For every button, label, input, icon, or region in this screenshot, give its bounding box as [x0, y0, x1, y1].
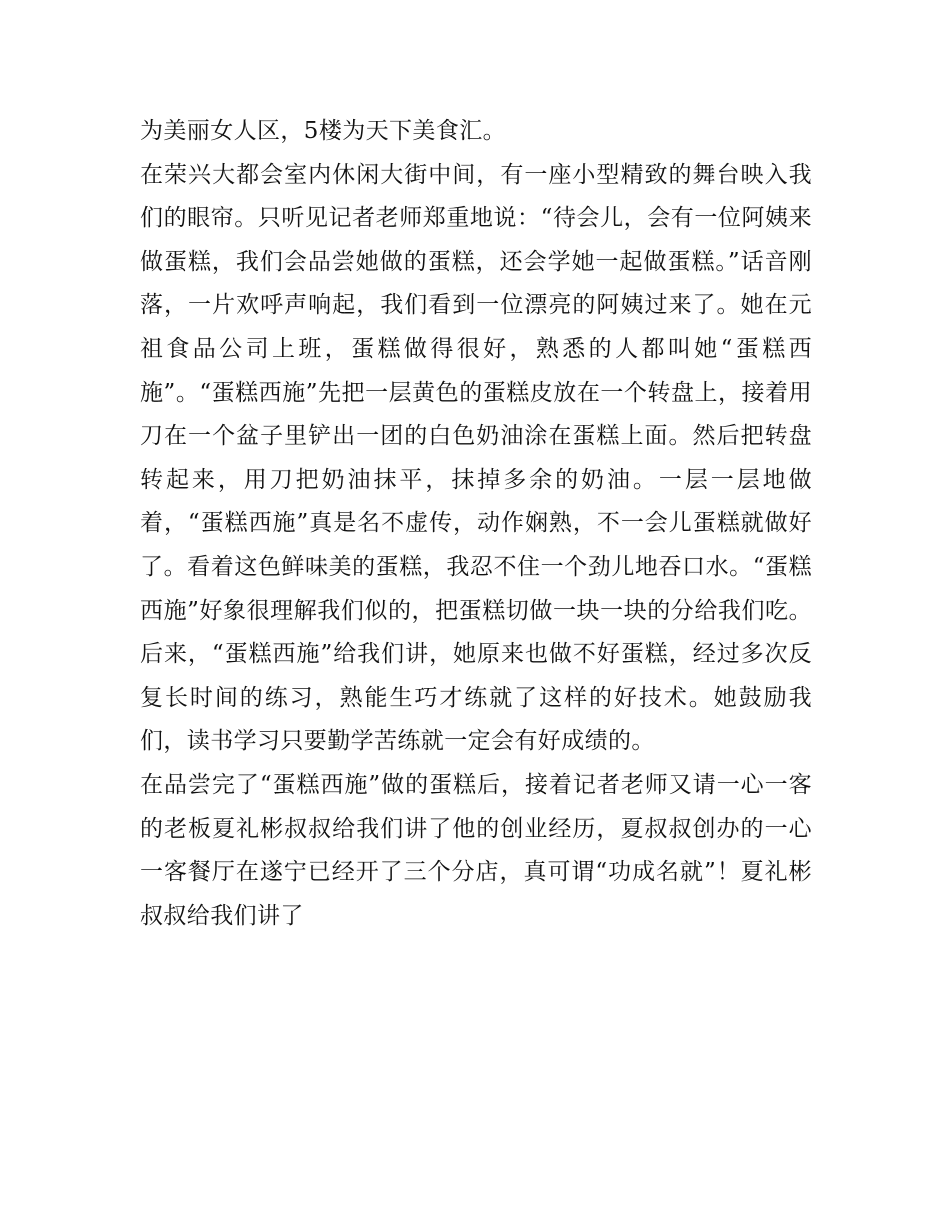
paragraph-2: 在荣兴大都会室内休闲大街中间，有一座小型精致的舞台映入我们的眼帘。只听见记者老师郑重地说：“待会儿，会有一位阿姨来做蛋糕，我们会品尝她做的蛋糕，还会学她一起做蛋糕。”话音刚落，一片欢呼声响起，我们看到一位漂亮的阿姨过来了。她在元祖食品公司上班，蛋糕做得很好，熟悉的人都叫她“蛋糕西施”。“蛋糕西施”先把一层黄色的蛋糕皮放在一个转盘上，接着用刀在一个盆子里铲出一团的白色奶油涂在蛋糕上面。然后把转盘转起来，用刀把奶油抹平，抹掉多余的奶油。一层一层地做着，“蛋糕西施”真是名不虚传，动作娴熟，不一会儿蛋糕就做好了。看着这色鲜味美的蛋糕，我忍不住一个劲儿地吞口水。“蛋糕西施”好象很理解我们似的，把蛋糕切做一块一块的分给我们吃。后来，“蛋糕西施”给我们讲，她原来也做不好蛋糕，经过多次反复长时间的练习，熟能生巧才练就了这样的好技术。她鼓励我们，读书学习只要勤学苦练就一定会有好成绩的。	[140, 161, 812, 755]
paragraph-3: 在品尝完了“蛋糕西施”做的蛋糕后，接着记者老师又请一心一客的老板夏礼彬叔叔给我们讲了他的创业经历，夏叔叔创办的一心一客餐厅在遂宁已经开了三个分店，真可谓“功成名就”！夏礼彬叔叔给我们讲了	[140, 771, 812, 929]
document-body	[140, 110, 812, 938]
paragraph-1: 为美丽女人区，5楼为天下美食汇。	[140, 118, 507, 144]
